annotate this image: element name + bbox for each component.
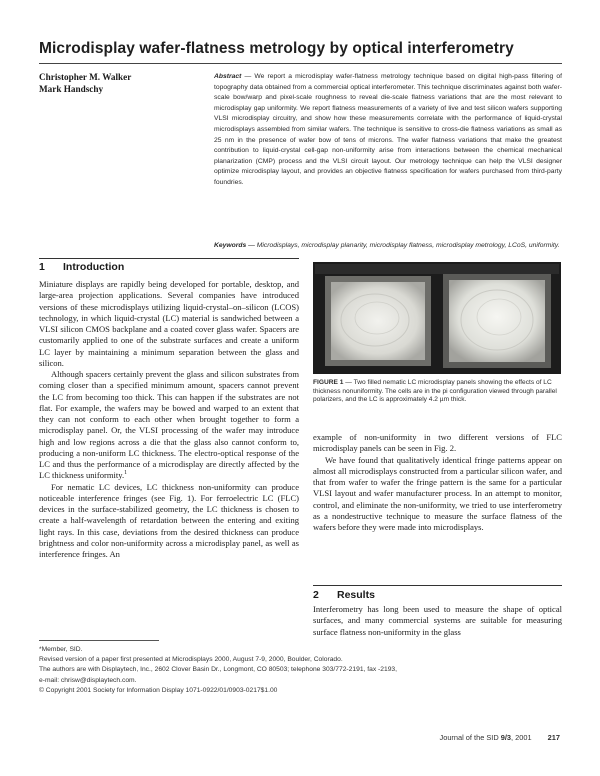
section-rule <box>39 258 299 259</box>
paragraph: For nematic LC devices, LC thickness non-uniformity can produce noticeable interference fringes (see Fig. 1). For ferroelectric LC (FLC) devices in the surface-stabilized geometry, the LC thickness is chosen to create a half-wavelength of retardation between the entering and exiting light rays. In this case, deviations from the desired thickness can produce brightness and color non-uniformity across a microdisplay panel, as well as interference fringes. An <box>39 481 299 559</box>
footnote-line: e-mail: chrisw@displaytech.com. <box>39 676 137 684</box>
section-number: 2 <box>313 589 319 601</box>
section-number: 1 <box>39 261 45 273</box>
abstract-text: We report a microdisplay wafer-flatness metrology technique based on digital high-pass filtering of topography data obtained from a commercial optical interferometer. This technique discriminates against both wafer-scale bow/warp and pixel-scale roughness to reveal die-scale flatness variations that are the most relevant to microdisplay gap uniformity. We report flatness measurements of a variety of live and test silicon wafers supporting VLSI microdisplay circuitry, and show how these measurements correlate with the performance of liquid-crystal microdisplays assembled from similar wafers. The technique is sensitive to cross-die flatness variations as small as 25 nm in the presence of wafer bow of tens of microns. The wafer flatness variations that make the greatest contribution to liquid-crystal cell-gap non-uniformity arise from interactions between the chemical mechanical planarization (CMP) process and the VLSI circuit layout. Our metrology technique can help the VLSI designer optimize microdisplay layout, and provides an objective flatness specification for wafers purchased from third-party foundries. <box>214 73 562 186</box>
caption-text: Two filled nematic LC microdisplay panels showing the effects of LC thickness nonuniformity. The cells are in the pi configuration viewed through parallel polarizers, and the LC is approximately 4.2 µm thick. <box>313 379 557 404</box>
author-list <box>39 71 199 95</box>
author-name: Christopher M. Walker <box>39 72 132 82</box>
journal-volume: 9/3 <box>500 733 512 742</box>
section-heading-introduction <box>39 261 299 273</box>
paper-title: Microdisplay wafer-flatness metrology by optical interferometry <box>39 40 514 57</box>
section-title: Introduction <box>63 261 125 273</box>
results-body <box>313 604 562 638</box>
footnotes <box>39 645 559 696</box>
lc-panels-image <box>313 262 561 374</box>
journal-year: 2001 <box>515 733 532 742</box>
photo-edge-shadow <box>315 264 559 274</box>
footnote-rule <box>39 640 159 641</box>
paragraph: Interferometry has long been used to measure the shape of optical surfaces, and many commercial systems are suitable for measuring surface flatness non-uniformity in the glass <box>313 604 562 637</box>
running-footer: Journal of the SID 9/3, 2001 217 <box>439 733 560 742</box>
footnote-line: Revised version of a paper first presented at Microdisplays 2000, August 7-9, 2000, Boulder, Colorado. <box>39 656 343 664</box>
paragraph: Miniature displays are rapidly being developed for portable, desktop, and large-area projection applications. Several companies have introduced versions of these microdisplays utilizing liquid-crystal–on–silicon (LCOS) technology, in which liquid-crystal (LC) material is sandwiched between a VLSI silicon CMOS backplane and a coated cover glass wafer. Spacers are customarily applied to one of the substrate surfaces and create a uniform LC layer by maintaining a minimum separation between the glass and silicon. <box>39 279 299 368</box>
abstract: Abstract — We report a microdisplay wafer-flatness metrology technique based on digital high-pass filtering of topography data obtained from a commercial optical interferometer. This technique discriminates against both wafer-scale bow/warp and pixel-scale roughness to reveal die-scale flatness variations that are the most relevant to microdisplay gap uniformity. We report flatness measurements of a variety of live and test silicon wafers supporting VLSI microdisplay circuitry, and show how these measurements correlate with the performance of liquid-crystal microdisplays assembled from similar wafers. The technique is sensitive to cross-die flatness variations as small as 25 nm in the presence of wafer bow of tens of microns. The wafer flatness variations that make the greatest contribution to liquid-crystal cell-gap non-uniformity arise from interactions between the chemical mechanical planarization (CMP) process and the VLSI circuit layout. Our metrology technique can help the VLSI designer optimize microdisplay layout, and provides an objective flatness specification for wafers purchased from third-party foundries. <box>214 73 562 186</box>
footnote-line: The authors are with Displaytech, Inc., 2602 Clover Basin Dr., Longmont, CO 80503; telephone 303/772-2191, fax -2193, <box>39 666 397 674</box>
footnote-reference: 1 <box>124 470 128 477</box>
author-name: Mark Handschy <box>39 84 104 94</box>
section-heading-results <box>313 589 562 601</box>
keywords-text: Microdisplays, microdisplay planarity, microdisplay flatness, microdisplay metrology, LCoS, uniformity. <box>256 242 560 249</box>
section-title: Results <box>337 589 375 601</box>
paragraph-text: Although spacers certainly prevent the glass and silicon substrates from coming closer than a specified minimum amount, spacers cannot prevent the LC from becoming too thick. This can happen if the substrates are not flat. For example, the wafers may be bowed and warped to an extent that they can not conform to each other when brought together to form a microdisplay panel. Or, the VLSI processing of the wafer may introduce high and low regions across a die that the glass also cannot conform to, producing a non-uniform LC thickness. The electro-optical response of the LC and thus the performance of a microdisplay are directly affected by the LC thickness uniformity. <box>39 369 299 481</box>
figure-label: FIGURE 1 <box>313 379 344 386</box>
figure-1-photo <box>313 262 561 374</box>
abstract-label: Abstract <box>214 73 242 80</box>
right-column-body <box>313 432 562 533</box>
journal-name: Journal of the SID <box>439 733 499 742</box>
footnote-line: © Copyright 2001 Society for Information Display 1071-0922/01/0903-0217$1.00 <box>39 686 278 694</box>
footnote-line: *Member, SID. <box>39 646 83 653</box>
page-number: 217 <box>547 733 560 742</box>
title-rule <box>39 63 562 64</box>
paragraph: example of non-uniformity in two different versions of FLC microdisplay panels can be seen in Fig. 2. <box>313 432 562 454</box>
introduction-body <box>39 279 299 560</box>
figure-1-caption: FIGURE 1 — Two filled nematic LC microdisplay panels showing the effects of LC thickness nonuniformity. The cells are in the pi configuration viewed through parallel polarizers, and the LC is approximately 4.2 µm thick. <box>313 379 557 404</box>
section-rule <box>313 585 562 586</box>
paragraph: We have found that qualitatively identical fringe patterns appear on almost all microdisplays constructed from a particular silicon wafer, and that from wafer to wafer the fringe pattern is the same for a particular VLSI layout and wafer manufacturer process. In an attempt to monitor, control, and eliminate the non-uniformity, we tried to use interferometry as a nondestructive technique to measure the surface flatness of the wafers before they were made into microdisplays. <box>313 454 562 532</box>
keywords-label: Keywords <box>214 242 247 249</box>
keywords: Keywords — Microdisplays, microdisplay planarity, microdisplay flatness, microdisplay metrology, LCoS, uniformity. <box>214 242 560 249</box>
paragraph <box>39 369 299 482</box>
